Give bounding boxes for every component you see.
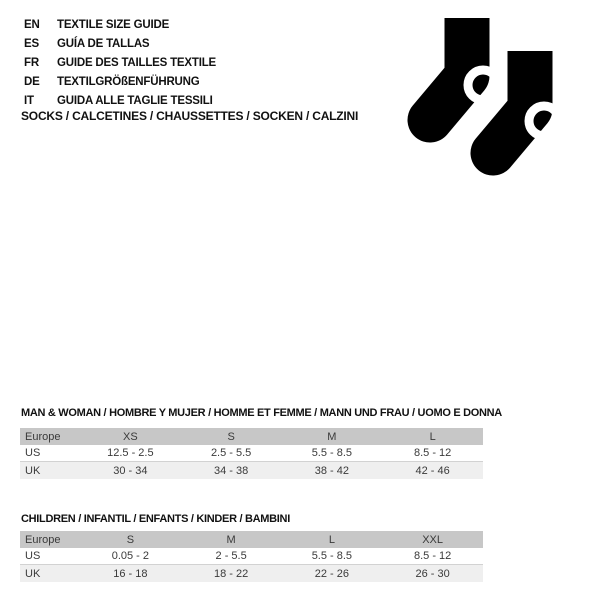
size-value: 34 - 38 xyxy=(214,464,249,477)
size-value: 22 - 26 xyxy=(314,567,349,580)
language-row-fr xyxy=(24,53,216,72)
socks-icon xyxy=(400,0,570,185)
size-value: 8.5 - 12 xyxy=(413,447,452,459)
sock-back xyxy=(430,18,498,120)
column-header-size: S xyxy=(227,430,235,443)
language-row-en xyxy=(24,15,216,34)
table-row-uk xyxy=(20,565,483,582)
column-header-size: M xyxy=(327,430,337,443)
category-title: SOCKS / CALCETINES / CHAUSSETTES / SOCKEN / CALZINI xyxy=(21,109,359,123)
size-value: 0.05 - 2 xyxy=(111,550,150,562)
column-header-region: Europe xyxy=(25,430,61,443)
size-value: 2 - 5.5 xyxy=(215,550,247,562)
column-header-region: Europe xyxy=(25,533,61,546)
table-row-us xyxy=(20,548,483,565)
table-header-row xyxy=(20,428,483,445)
language-label: TEXTILGRÖßENFÜHRUNG xyxy=(57,76,200,89)
size-value: 5.5 - 8.5 xyxy=(311,447,353,459)
size-value: 18 - 22 xyxy=(214,567,249,580)
size-value: 2.5 - 5.5 xyxy=(210,447,252,459)
column-header-size: S xyxy=(126,533,135,546)
size-value: 8.5 - 12 xyxy=(413,550,452,562)
language-label: GUIDE DES TAILLES TEXTILE xyxy=(57,56,216,69)
language-code: FR xyxy=(24,56,39,69)
language-code: ES xyxy=(24,37,39,50)
column-header-size: M xyxy=(226,533,236,546)
column-header-size: XXL xyxy=(422,533,444,546)
size-value: 26 - 30 xyxy=(415,567,450,580)
language-row-es xyxy=(24,34,216,53)
language-code: EN xyxy=(24,18,40,31)
table-title: CHILDREN / INFANTIL / ENFANTS / KINDER / BAMBINI xyxy=(21,513,290,525)
column-header-size: L xyxy=(429,430,436,443)
column-header-size: XS xyxy=(123,430,138,443)
language-label: GUIDA ALLE TAGLIE TESSILI xyxy=(57,95,213,108)
size-value: 30 - 34 xyxy=(113,464,148,477)
column-header-size: L xyxy=(328,533,335,546)
size-value: 42 - 46 xyxy=(415,464,450,477)
language-label: GUÍA DE TALLAS xyxy=(57,37,150,50)
size-value: 12.5 - 2.5 xyxy=(107,447,154,459)
language-code: IT xyxy=(24,95,34,108)
size-value: 38 - 42 xyxy=(314,464,349,477)
row-label: UK xyxy=(25,464,41,477)
size-value: 16 - 18 xyxy=(113,567,148,580)
row-label: US xyxy=(25,447,41,459)
row-label: UK xyxy=(25,567,41,580)
size-table-man-woman xyxy=(20,407,502,479)
table-header-row xyxy=(20,531,483,548)
language-code: DE xyxy=(24,76,40,89)
size-value: 5.5 - 8.5 xyxy=(311,550,353,562)
language-row-de xyxy=(24,73,216,92)
language-label: TEXTILE SIZE GUIDE xyxy=(57,18,170,31)
table-row-uk xyxy=(20,462,483,479)
row-label: US xyxy=(25,550,41,562)
table-row-us xyxy=(20,445,483,462)
language-list xyxy=(24,15,216,111)
table-title: MAN & WOMAN / HOMBRE Y MUJER / HOMME ET FEMME / MANN UND FRAU / UOMO E DONNA xyxy=(21,407,502,419)
size-table-children xyxy=(20,513,483,582)
